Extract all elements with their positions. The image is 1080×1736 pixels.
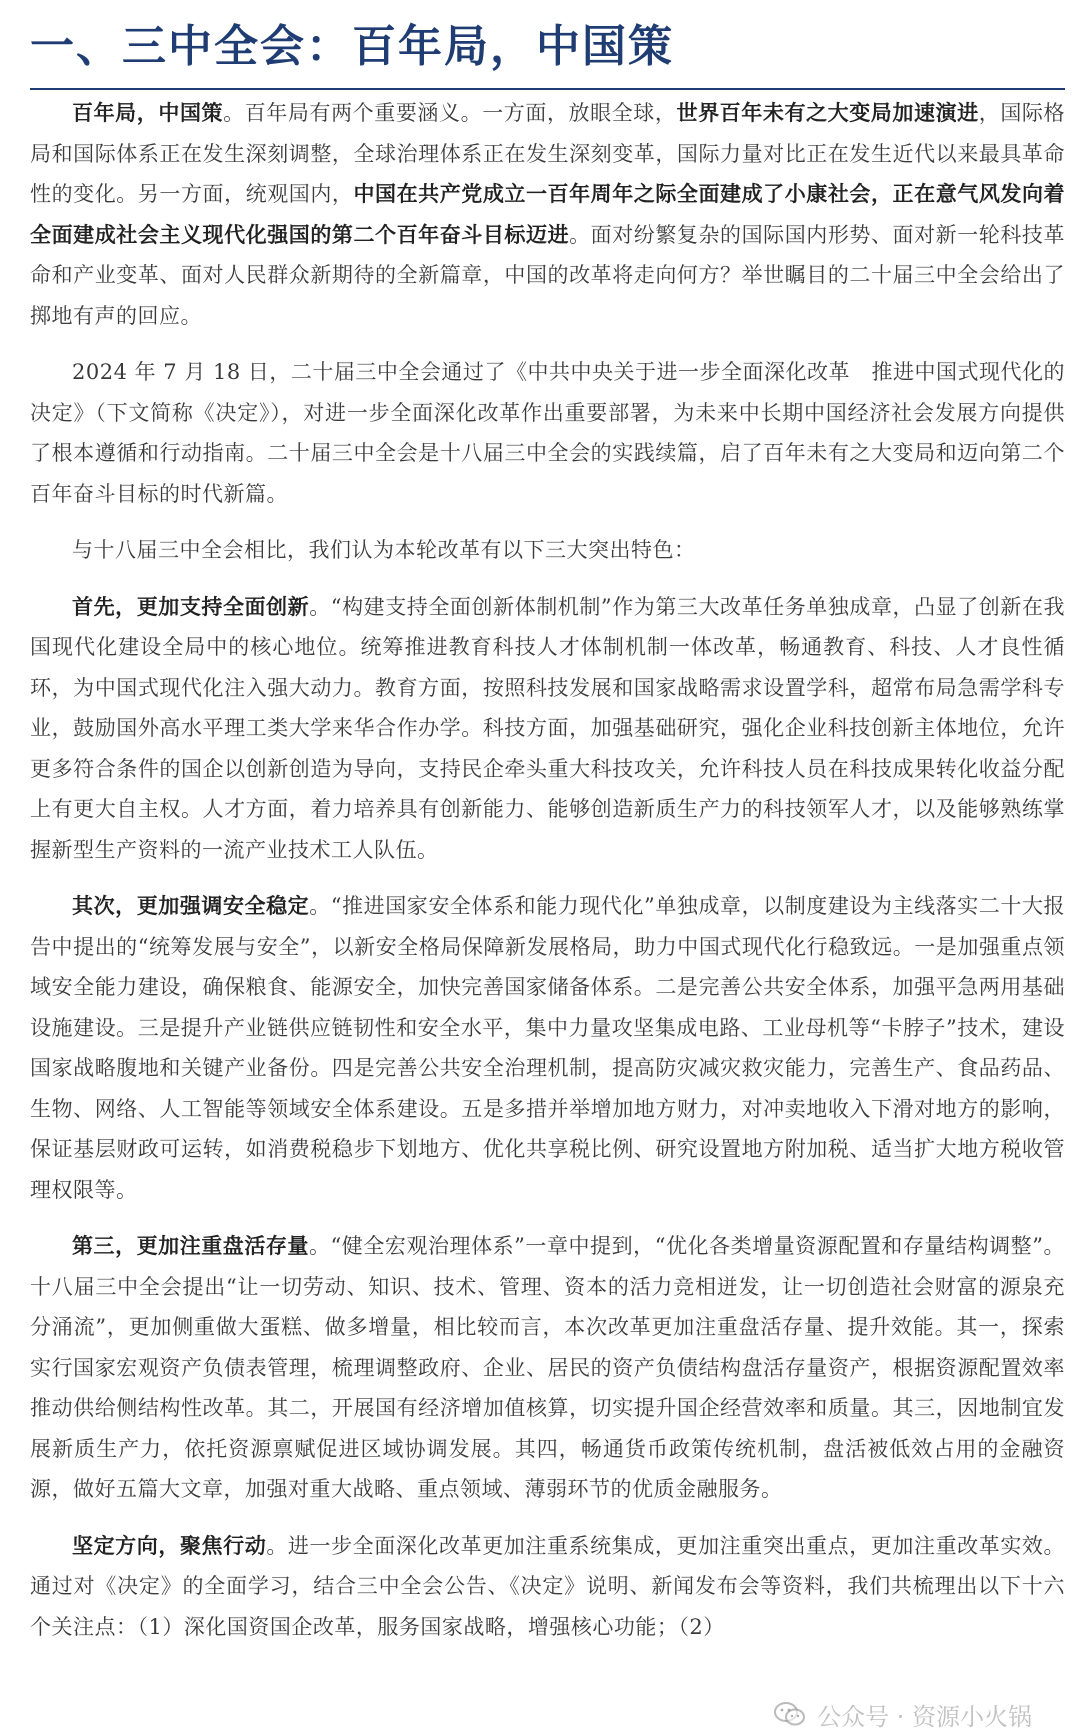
text-run: 。百年局有两个重要涵义。一方面，放眼全球， xyxy=(223,101,677,125)
paragraph xyxy=(30,93,1065,336)
text-run: 2024 年 7 月 18 日，二十届三中全会通过了《中共中央关于进一步全面深化改革 推进中国式现代化的决定》（下文简称《决定》），对进一步全面深化改革作出重要部署，为未来中长期中国经济社会发展方向提供了根本遵循和行动指南。二十届三中全会是十八届三中全会的实践续篇，启了百年未有之大变局和迈向第二个百年奋斗目标的时代新篇。 xyxy=(30,360,1065,506)
bold-text: 其次，更加强调安全稳定 xyxy=(72,893,310,918)
bold-text: 世界百年未有之大变局加速演进 xyxy=(676,100,979,125)
watermark xyxy=(773,1694,1032,1734)
section-title: 一、三中全会：百年局，中国策 xyxy=(30,21,674,72)
wechat-icon xyxy=(773,1700,807,1728)
bold-text: 坚定方向，聚焦行动 xyxy=(72,1532,267,1558)
text-run: ，国际格局和国际体系正在发生深刻调整，全球治理体系正在发生深刻变革，国际力量对比正在发生近代以来最具革命性的变化。另一方面，统观国内， xyxy=(30,101,1066,206)
paragraph xyxy=(30,587,1065,871)
paragraph xyxy=(30,1526,1065,1648)
article-body xyxy=(30,93,1065,1647)
text-run: 。进一步全面深化改革更加注重系统集成，更加注重突出重点，更加注重改革实效。通过对《决定》的全面学习，结合三中全会公告、《决定》说明、新闻发布会等资料，我们共梳理出以下十六个关注点：（1）深化国资国企改革，服务国家战略，增强核心功能；（2） xyxy=(30,1533,1066,1639)
document-page xyxy=(30,0,1065,1663)
watermark-text: 公众号 · 资源小火锅 xyxy=(817,1702,1032,1731)
paragraph xyxy=(30,886,1065,1210)
bold-text: 中国在共产党成立一百年周年之际全面建成了小康社会，正在意气风发向着全面建成社会主义现代化强国的第二个百年奋斗目标迈进 xyxy=(30,181,1066,247)
bold-text: 第三，更加注重盘活存量 xyxy=(72,1233,309,1258)
text-run: 。“推进国家安全体系和能力现代化”单独成章，以制度建设为主线落实二十大报告中提出的“统筹发展与安全”，以新安全格局保障新发展格局，助力中国式现代化行稳致远。一是加强重点领域安全能力建设，确保粮食、能源安全，加快完善国家储备体系。二是完善公共安全体系，加强平急两用基础设施建设。三是提升产业链供应链韧性和安全水平，集中力量攻坚集成电路、工业母机等“卡脖子”技术，建设国家战略腹地和关键产业备份。四是完善公共安全治理机制，提高防灾减灾救灾能力，完善生产、食品药品、生物、网络、人工智能等领域安全体系建设。五是多措并举增加地方财力，对冲卖地收入下滑对地方的影响，保证基层财政可运转，如消费税稳步下划地方、优化共享税比例、研究设置地方附加税、适当扩大地方税收管理权限等。 xyxy=(30,894,1066,1202)
paragraph xyxy=(30,352,1065,514)
paragraph xyxy=(30,530,1065,571)
bold-text: 首先，更加支持全面创新 xyxy=(72,593,310,619)
text-run: 。面对纷繁复杂的国际国内形势、面对新一轮科技革命和产业变革、面对人民群众新期待的全新篇章，中国的改革将走向何方？举世瞩目的二十届三中全会给出了掷地有声的回应。 xyxy=(30,222,1065,328)
text-run: 。“构建支持全面创新体制机制”作为第三大改革任务单独成章，凸显了创新在我国现代化建设全局中的核心地位。统筹推进教育科技人才体制机制一体改革，畅通教育、科技、人才良性循环，为中国式现代化注入强大动力。教育方面，按照科技发展和国家战略需求设置学科，超常布局急需学科专业，鼓励国外高水平理工类大学来华合作办学。科技方面，加强基础研究，强化企业科技创新主体地位，允许更多符合条件的国企以创新创造为导向，支持民企牵头重大科技攻关，允许科技人员在科技成果转化收益分配上有更大自主权。人才方面，着力培养具有创新能力、能够创造新质生产力的科技领军人才，以及能够熟练掌握新型生产资料的一流产业技术工人队伍。 xyxy=(30,594,1066,862)
text-run: 。“健全宏观治理体系”一章中提到，“优化各类增量资源配置和存量结构调整”。十八届三中全会提出“让一切劳动、知识、技术、管理、资本的活力竞相迸发，让一切创造社会财富的源泉充分涌流”，更加侧重做大蛋糕、做多增量，相比较而言，本次改革更加注重盘活存量、提升效能。其一，探索实行国家宏观资产负债表管理，梳理调整政府、企业、居民的资产负债结构盘活存量资产，根据资源配置效率推动供给侧结构性改革。其二，开展国有经济增加值核算，切实提升国企经营效率和质量。其三，因地制宜发展新质生产力，依托资源禀赋促进区域协调发展。其四，畅通货币政策传统机制，盘活被低效占用的金融资源，做好五篇大文章，加强对重大战略、重点领域、薄弱环节的优质金融服务。 xyxy=(30,1234,1065,1501)
paragraph xyxy=(30,1226,1065,1510)
bold-text: 百年局，中国策 xyxy=(72,100,224,125)
title-underline xyxy=(30,88,1065,90)
text-run: 与十八届三中全会相比，我们认为本轮改革有以下三大突出特色： xyxy=(72,538,696,562)
